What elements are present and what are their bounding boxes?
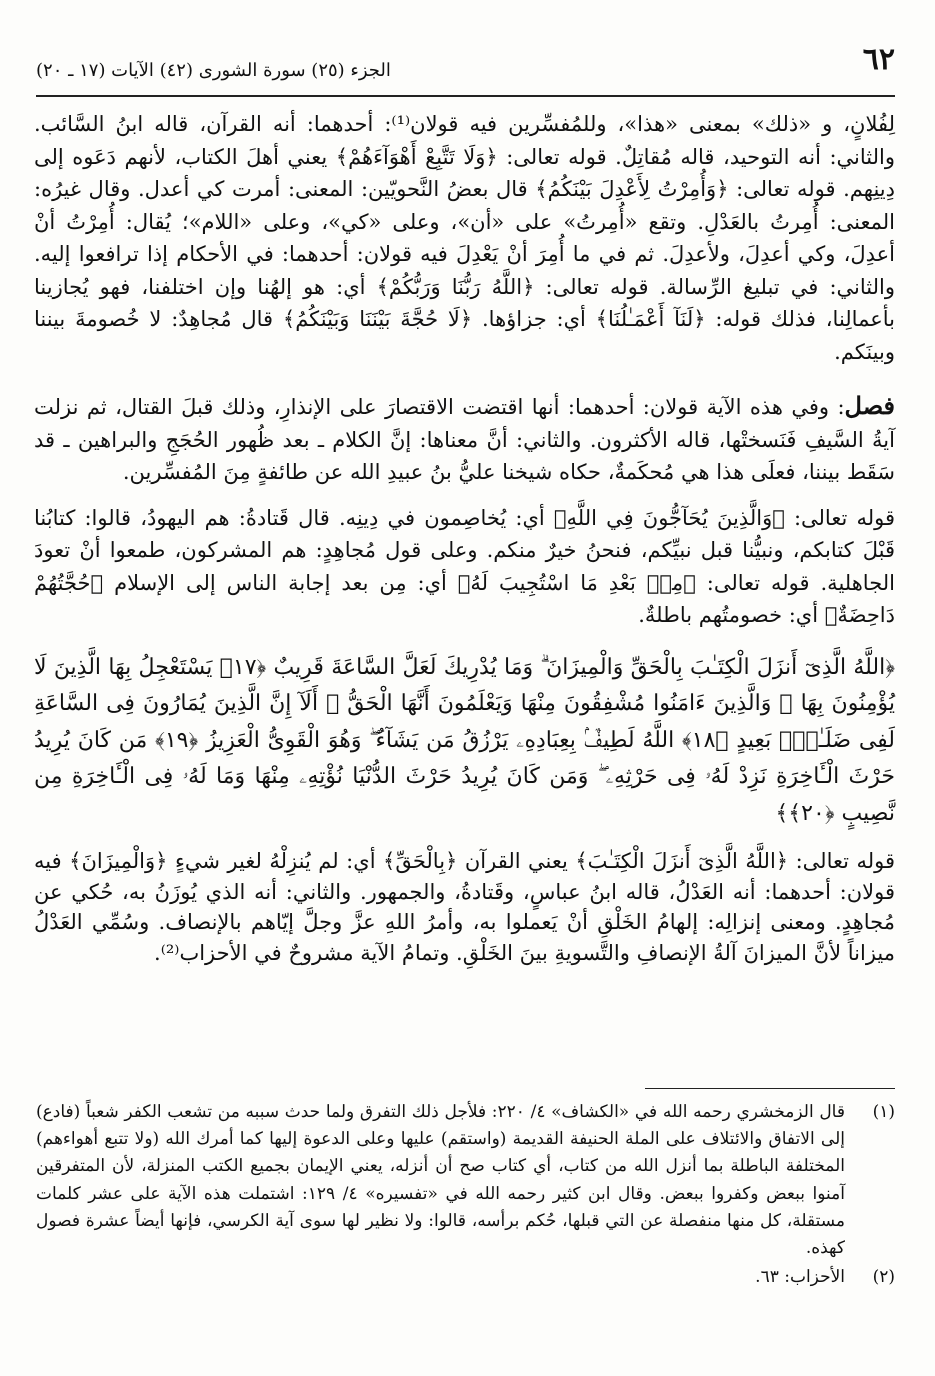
fasl-paragraph: فصل: وفي هذه الآية قولان: أحدهما: أنها اقتضت الاقتصارَ على الإنذارِ، وذلك قبلَ القتال، ثم نزلت آيةُ السَّيفِ فَنَسختْها، قاله الأكثرون. والثاني: أنَّ معناها: إنَّ الكلام ـ بعد ظُهور الحُجَجِ والبراهين ـ قد سَقَط بيننا، فعلَى هذا هي مُحكَمةٌ، حكاه شيخنا عليُّ بنُ عبيدِ الله عن طائفةٍ مِنَ المُفسِّرين.	[34, 391, 895, 484]
fasl-label: فصل	[844, 391, 895, 420]
quran-verses-block: ﴿اللَّهُ الَّذِىٓ أَنزَلَ الْكِتَـٰبَ بِالْحَقِّ وَالْمِيزَانَ ۗ وَمَا يُدْرِيكَ لَعَلَّ السَّاعَةَ قَرِيبٌ ﴿١٧﴾ يَسْتَعْجِلُ بِهَا الَّذِينَ لَا يُؤْمِنُونَ بِهَا ۖ وَالَّذِينَ ءَامَنُوا مُشْفِقُونَ مِنْهَا وَيَعْلَمُونَ أَنَّهَا الْحَقُّ ۗ أَلَآ إِنَّ الَّذِينَ يُمَارُونَ فِى السَّاعَةِ لَفِى ضَلَـٰلٍۭ بَعِيدٍ ﴿١٨﴾ اللَّهُ لَطِيفٌۢ بِعِبَادِهِۦ يَرْزُقُ مَن يَشَآءُ ۖ وَهُوَ الْقَوِىُّ الْعَزِيزُ ﴿١٩﴾ مَن كَانَ يُرِيدُ حَرْثَ الْـَٔاخِرَةِ نَزِدْ لَهُۥ فِى حَرْثِهِۦ ۖ وَمَن كَانَ يُرِيدُ حَرْثَ الدُّنْيَا نُؤْتِهِۦ مِنْهَا وَمَا لَهُۥ فِى الْـَٔاخِرَةِ مِن نَّصِيبٍ ﴿٢٠﴾﴾	[34, 654, 895, 826]
footnote-number: (١)	[872, 1102, 895, 1122]
commentary-paragraph: قوله تعالى: ﴿وَالَّذِينَ يُحَآجُّونَ فِي اللَّهِ﴾ أي: يُخاصِمون في دِينِه. قال قَتادةُ: هم اليهودُ، قالوا: كتابُنا قَبْلَ كتابكم، ونبيُّنا قبل نبيِّكم، فنحنُ خيرٌ منكم. وعلى قول مُجاهِدٍ: هم المشركون، طمعوا أنْ تعودَ الجاهلية. قوله تعالى: ﴿مِنۢ بَعْدِ مَا اسْتُجِيبَ لَهُ﴾ أي: مِن بعد إجابة الناس إلى الإسلام ﴿حُجَّتُهُمْ دَاحِضَةٌ﴾ أي: خصومتُهم باطلةٌ.	[34, 505, 895, 627]
footnote-item	[36, 1099, 895, 1262]
footnote-divider	[645, 1088, 895, 1089]
footnote-text: قال الزمخشري رحمه الله في «الكشاف» ٤/ ٢٢٠: فلأجل ذلك التفرق ولما حدث سببه من تشعب الكفر شعباً (فادع) إلى الاتفاق والائتلاف على الملة الحنيفة القديمة (واستقم) عليها وعلى الدعوة إليها كما أمرك الله (ولا تتبع أهواءهم) المختلفة الباطلة بما أنزل الله من كتاب، أي كتاب صح أن أنزله، يعني الإيمان بجميع الكتب المنزلة، لأن المتفرقين آمنوا ببعض وكفروا ببعض. وقال ابن كثير رحمه الله في «تفسيره» ٤/ ١٢٩: اشتملت هذه الآية على عشر كلمات مستقلة، كل منها منفصلة عن التي قبلها، حُكم برأسه، قالوا: ولا نظير لها سوى آية الكرسي، فإنها أيضاً عشرة فصول كهذه.	[36, 1102, 845, 1259]
footnote-item	[36, 1264, 895, 1291]
commentary-paragraph: قوله تعالى: ﴿اللَّهُ الَّذِىٓ أَنزَلَ الْكِتَـٰبَ﴾ يعني القرآن ﴿بِالْحَقِّ﴾ أي: لم يُنزِلْهُ لغير شيءٍ ﴿وَالْمِيزَانَ﴾ فيه قولان: أحدهما: أنه العَدْلُ، قاله ابنُ عباسٍ، وقَتادةُ، والجمهور. والثاني: أنه الذي يُوزَنُ به، حُكي عن مُجاهِدٍ. ومعنى إنزالِه: إلهامُ الخَلْقِ أنْ يَعملوا به، وأمرُ اللهِ عزَّ وجلَّ إيّاهم بالإنصاف. وسُمِّي العَدْلُ ميزاناً لأنَّ الميزانَ آلةُ الإنصافِ والتَّسويةِ بينَ الخَلْقِ. وتمامُ الآية مشروحٌ في الأحزاب⁽²⁾.	[34, 849, 895, 965]
footnotes	[36, 1088, 895, 1291]
page-header	[36, 40, 895, 97]
running-title: الجزء (٢٥) سورة الشورى (٤٢) الآيات (١٧ ـ ٢٠)	[36, 60, 391, 81]
page-number: ٦٢	[862, 42, 895, 77]
footnote-number: (٢)	[872, 1267, 895, 1288]
commentary-paragraph: لِفُلانٍ، و «ذلك» بمعنى «هذا»، وللمُفسِّرين فيه قولان⁽¹⁾: أحدهما: أنه القرآن، قاله ابنُ السَّائب. والثاني: أنه التوحيد، قاله مُقاتِلٌ. قوله تعالى: ﴿وَلَا تَتَّبِعْ أَهْوَآءَهُمْ﴾ يعني أهلَ الكتاب، لأنهم دَعَوه إلى دِينِهم. قوله تعالى: ﴿وَأُمِرْتُ لِأَعْدِلَ بَيْنَكُمُ﴾ قال بعضُ النَّحويّين: المعنى: أمرت كي أعدل. وقال غيرُه: المعنى: أُمِرتُ بالعَدْلِ. وتقع «أُمِرتُ» على «أن»، وعلى «كي»، وعلى «اللام»؛ يُقال: أُمِرْتُ أنْ أعدِلَ، وكي أعدِلَ، ولأعدِلَ. ثم في ما أُمِرَ أنْ يَعْدِلَ فيه قولان: أحدهما: في الأحكام إذا ترافعوا إليه. والثاني: في تبليغ الرِّسالة. قوله تعالى: ﴿اللَّهُ رَبُّنَا وَرَبُّكُمْ﴾ أي: هو إلهُنا وإن اختلفنا، فهو يُجازينا بأعمالِنا، فذلك قوله: ﴿لَنَآ أَعْمَـٰلُنَا﴾ أي: جزاؤها. ﴿لَا حُجَّةَ بَيْنَنَا وَبَيْنَكُمُ﴾ قال مُجاهِدٌ: لا خُصومةَ بيننا وبينَكم.	[34, 112, 895, 364]
footnote-text: الأحزاب: ٦٣.	[755, 1267, 845, 1288]
main-text	[34, 102, 895, 968]
